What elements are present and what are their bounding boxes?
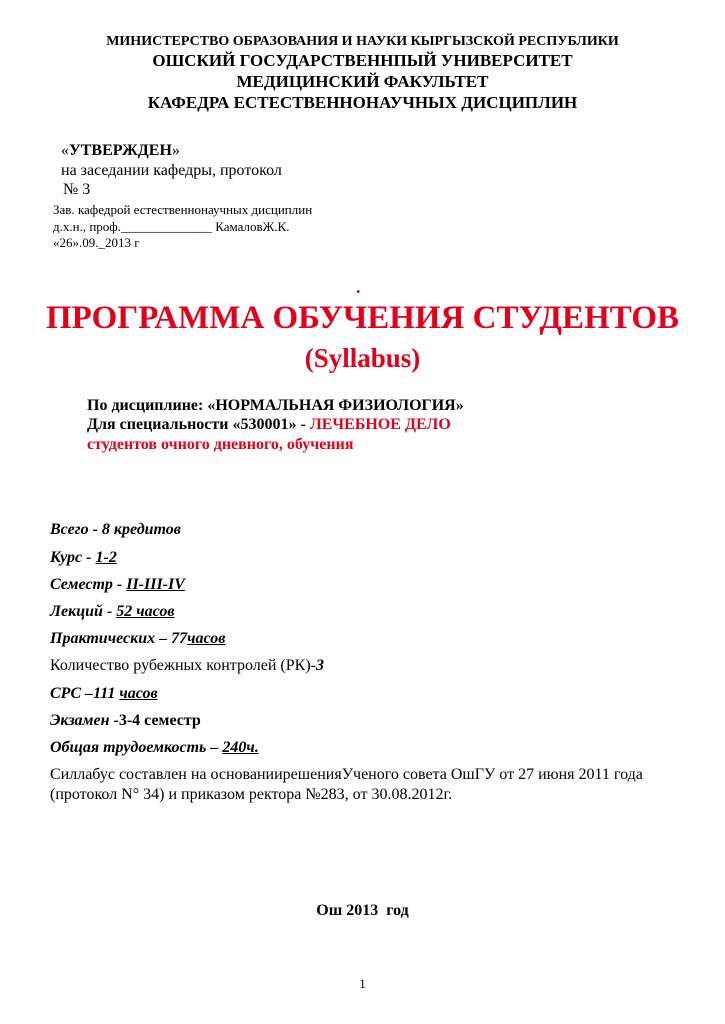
course-line (50, 549, 117, 567)
faculty-heading: МЕДИЦИНСКИЙ ФАКУЛЬТЕТ (236, 72, 489, 91)
approval-word: УТВЕРЖДЕН (69, 142, 172, 159)
document-title: ПРОГРАММА ОБУЧЕНИЯ СТУДЕНТОВ (46, 300, 679, 336)
exam-label: Экзамен (50, 712, 110, 729)
discipline-line: По дисциплине: «НОРМАЛЬНАЯ ФИЗИОЛОГИЯ» (87, 397, 464, 414)
specialty-line (87, 416, 451, 434)
labor-label: Общая трудоемкость – (50, 739, 223, 756)
srs-label: СРС –111 (50, 685, 120, 702)
srs-line (50, 685, 158, 703)
rk-value: 3 (315, 657, 324, 674)
lectures-value: 52 часов (116, 603, 175, 620)
students-line: студентов очного дневного, обучения (87, 436, 354, 453)
semester-value: II-III-IV (126, 576, 185, 593)
semester-label: Семестр - (50, 576, 127, 593)
exam-line (50, 712, 201, 730)
total-credits: Всего - 8 кредитов (50, 521, 181, 538)
labor-value: 240ч. (222, 739, 259, 756)
approval-title (61, 142, 180, 160)
ministry-heading: МИНИСТЕРСТВО ОБРАЗОВАНИЯ И НАУКИ КЫРГЫЗСКОЙ РЕСПУБЛИКИ (106, 34, 619, 49)
srs-value: часов (119, 685, 158, 702)
labor-line (50, 739, 259, 757)
approval-protocol: № 3 (63, 181, 91, 198)
syllabus-basis: Силлабус составлен на основаниирешенияУченого совета ОшГУ от 27 июня 2011 года (протокол N° 34) и приказом ректора №283, от 30.08.2012г. (50, 766, 643, 803)
exam-value: -3-4 семестр (109, 712, 201, 729)
rk-label: Количество рубежных контролей (РК)- (50, 657, 316, 674)
practical-label: Практических – 77 (50, 630, 188, 647)
lectures-line (50, 603, 174, 621)
department-heading: КАФЕДРА ЕСТЕСТВЕННОНАУЧНЫХ ДИСЦИПЛИН (147, 93, 578, 112)
course-value: 1-2 (95, 549, 117, 566)
city-year: Ош 2013 год (316, 902, 409, 919)
university-heading: ОШСКИЙ ГОСУДАРСТВЕННПЫЙ УНИВЕРСИТЕТ (152, 51, 573, 70)
approval-signature: д.х.н., проф.______________ КамаловЖ.К. (53, 219, 290, 234)
document-subtitle: (Syllabus) (304, 343, 421, 373)
course-label: Курс - (50, 549, 96, 566)
practical-value: часов (187, 630, 226, 647)
specialty-name: ЛЕЧЕБНОЕ ДЕЛО (309, 416, 451, 433)
specialty-prefix: Для специальности «530001» - (87, 416, 310, 433)
semester-line (50, 576, 185, 594)
approval-quote-close: » (171, 142, 180, 159)
lectures-label: Лекций - (50, 603, 117, 620)
approval-quote-open: « (61, 142, 69, 159)
practical-line (50, 630, 225, 648)
approval-date: «26».09._2013 г (53, 235, 140, 250)
rk-line (50, 657, 324, 675)
title-dot: . (356, 277, 361, 297)
approval-head: Зав. кафедрой естественнонаучных дисциплин (53, 202, 313, 217)
page-number: 1 (359, 976, 366, 991)
approval-meeting: на заседании кафедры, протокол (61, 162, 282, 179)
